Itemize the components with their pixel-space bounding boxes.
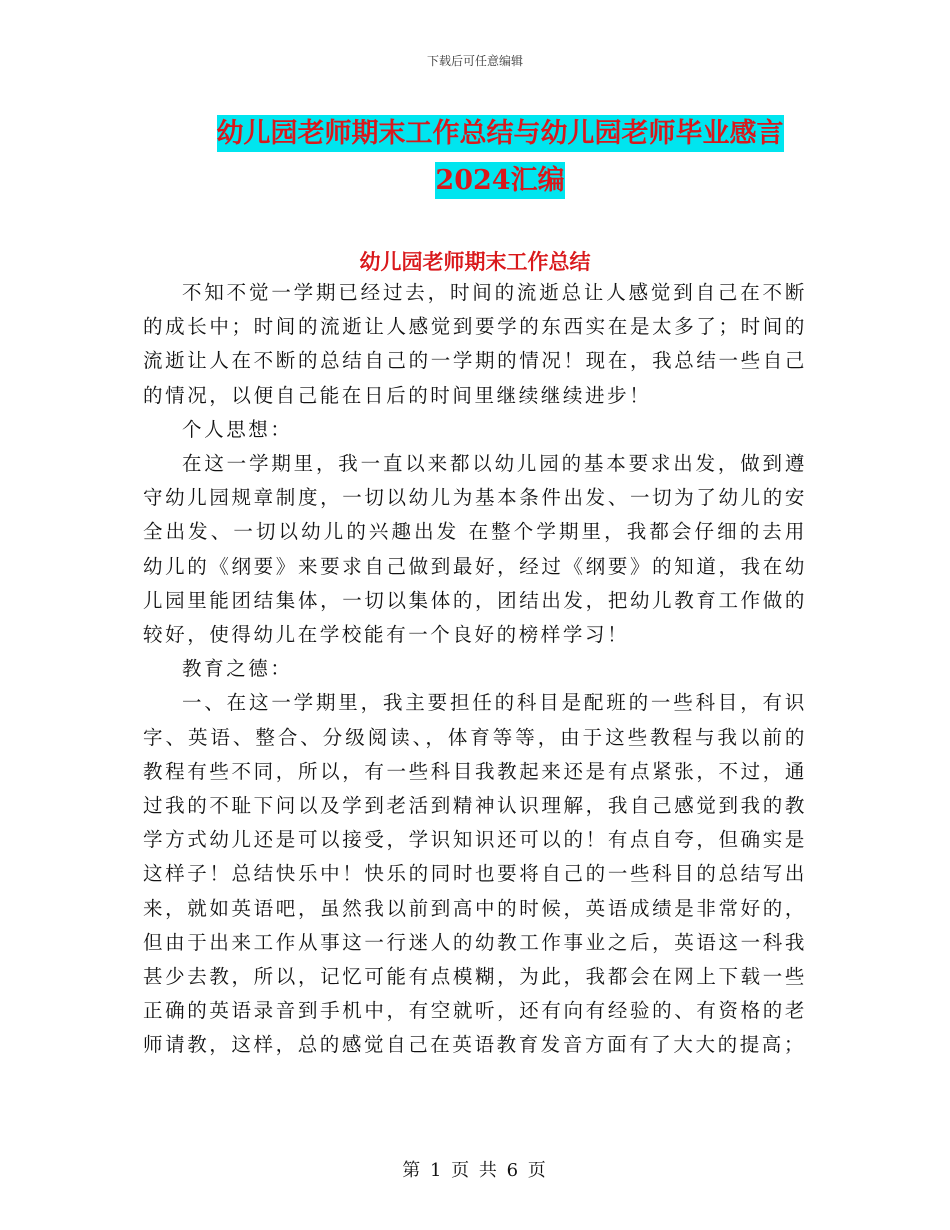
paragraph-intro: 不知不觉一学期已经过去，时间的流逝总让人感觉到自己在不断的成长中；时间的流逝让人感觉到要学的东西实在是太多了；时间的流逝让人在不断的总结自己的一学期的情况！现在，我总结一些自己的情况，以便自己能在日后的时间里继续继续进步！ [143,281,807,407]
section-title: 幼儿园老师期末工作总结 [359,249,591,274]
document-title-text: 幼儿园老师期末工作总结与幼儿园老师毕业感言2024汇编 [217,115,784,199]
header-note: 下载后可任意编辑 [426,54,523,68]
paragraph-teaching-virtue: 一、在这一学期里，我主要担任的科目是配班的一些科目，有识字、英语、整合、分级阅读、，体育等等，由于这些教程与我以前的教程有些不同，所以，有一些科目我教起来还是有点紧张，不过，通过我的不耻下问以及学到老活到精神认识理解，我自己感觉到我的教学方式幼儿还是可以接受，学识知识还可以的！有点自夸，但确实是这样子！总结快乐中！快乐的同时也要将自己的一些科目的总结写出来，就如英语吧，虽然我以前到高中的时候，英语成绩是非常好的，但由于出来工作从事这一行迷人的幼教工作事业之后，英语这一科我甚少去教，所以，记忆可能有点模糊，为此，我都会在网上下载一些正确的英语录音到手机中，有空就听，还有向有经验的、有资格的老师请教，这样，总的感觉自己在英语教育发音方面有了大大的提高； [143,691,807,1057]
paragraph-personal-thought: 在这一学期里，我一直以来都以幼儿园的基本要求出发，做到遵守幼儿园规章制度，一切以幼儿为基本条件出发、一切为了幼儿的安全出发、一切以幼儿的兴趣出发 在整个学期里，我都会仔细的去用幼儿的《纲要》来要求自己做到最好，经过《纲要》的知道，我在幼儿园里能团结集体，一切以集体的，团结出发，把幼儿教育工作做的较好，使得幼儿在学校能有一个良好的榜样学习！ [143,452,807,647]
paragraph-heading-personal-thought: 个人思想： [182,417,293,441]
document-title [190,110,810,204]
paragraph-heading-teaching-virtue: 教育之德： [182,657,293,681]
page-number-footer: 第 1 页 共 6 页 [402,1160,548,1181]
document-body [143,276,807,1063]
